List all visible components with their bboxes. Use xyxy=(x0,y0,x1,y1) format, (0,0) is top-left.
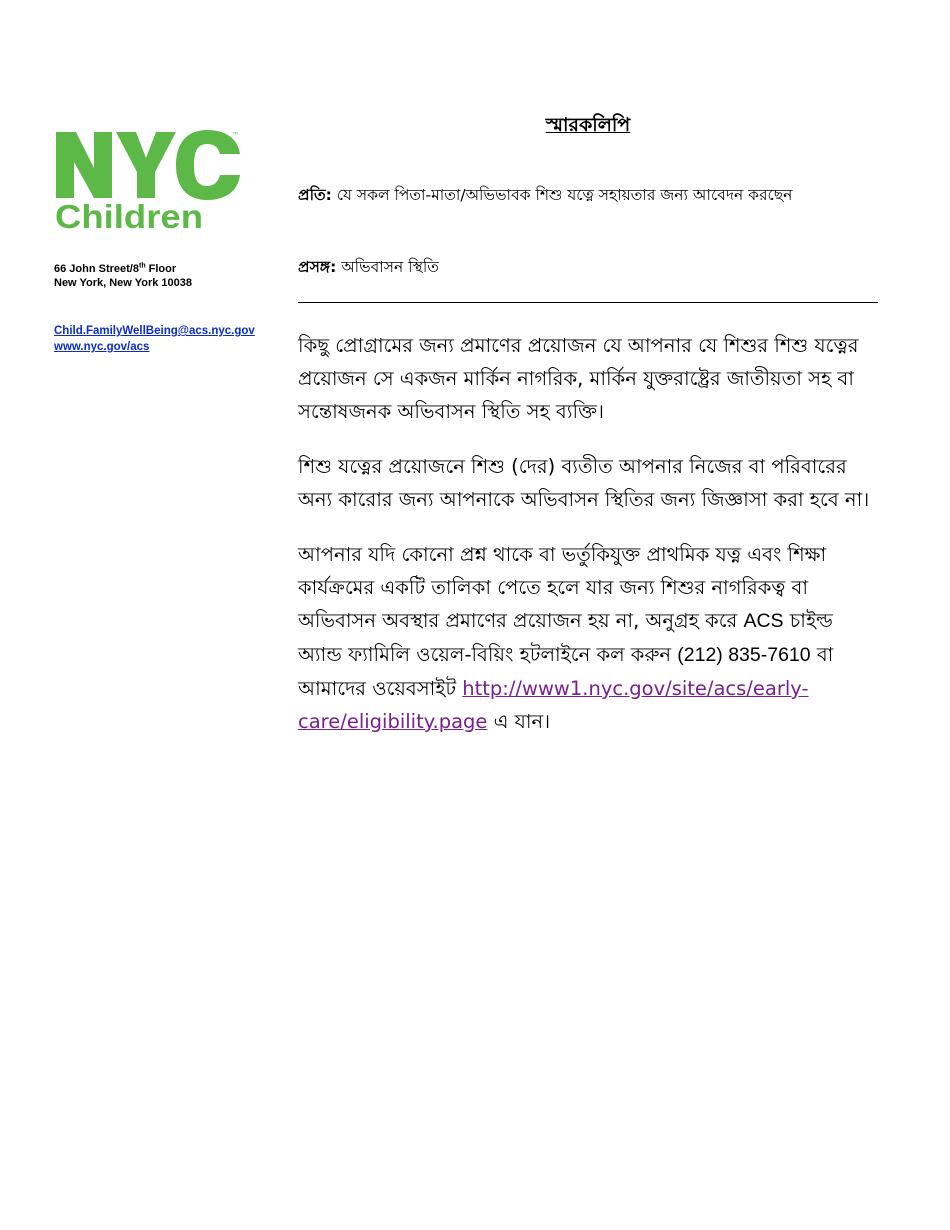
memo-subject-value: অভিবাসন স্থিতি xyxy=(336,258,439,276)
office-address xyxy=(54,262,284,290)
logo-subtitle: Children xyxy=(55,198,203,234)
address-floor: Floor xyxy=(145,263,177,275)
paragraph-no-family-inquiry: শিশু যত্নের প্রয়োজনে শিশু (দের) ব্যতীত আপনার নিজের বা পরিবারের অন্য কারোর জন্য আপনাকে অভিবাসন স্থিতির জন্য জিজ্ঞাসা করা হবে না। xyxy=(298,455,870,511)
website-link[interactable]: www.nyc.gov/acs xyxy=(54,341,150,353)
contact-text-end: এ যান। xyxy=(487,710,551,733)
address-street xyxy=(54,262,284,276)
memo-title: স্মারকলিপি xyxy=(545,114,631,136)
memo-to-label: প্রতি: xyxy=(298,186,332,204)
address-city: New York, New York 10038 xyxy=(54,277,192,289)
memo-subject-label: প্রসঙ্গ: xyxy=(298,258,337,276)
header-divider xyxy=(298,302,878,303)
nyc-children-logo xyxy=(54,128,244,234)
contact-links xyxy=(54,323,284,355)
hotline-phone-number: (212) 835-7610 xyxy=(677,644,811,666)
acs-abbreviation: ACS xyxy=(743,610,784,632)
contact-text-intro: আপনার যদি কোনো প্রশ্ন থাকে বা ভর্তুকিযুক্ত প্রাথমিক যত্ন এবং শিক্ষা কার্যক্রমের একটি তালিকা পেতে হলে যার জন্য শিশুর নাগরিকত্ব বা অভিবাসন অবস্থার প্রমাণের প্রয়োজন হয় না, অনুগ্রহ করে xyxy=(298,543,827,632)
logo-tm: ™ xyxy=(232,132,238,138)
paragraph-contact-info xyxy=(298,538,878,738)
logo-graphic xyxy=(54,128,244,234)
eligibility-page-link[interactable]: http://www1.nyc.gov/site/acs/early-care/eligibility.page xyxy=(298,677,809,733)
sidebar xyxy=(54,128,284,355)
memo-subject-row xyxy=(298,256,878,278)
memo-to-value: যে সকল পিতা-মাতা/অভিভাবক শিশু যত্নে সহায়তার জন্য আবেদন করছেন xyxy=(331,186,793,204)
memo-to-row xyxy=(298,184,878,206)
contact-text-hotline: চাইল্ড অ্যান্ড ফ্যামিলি ওয়েল-বিয়িং হটলাইনে কল করুন xyxy=(298,609,833,666)
address-ordinal-suffix: th xyxy=(138,262,146,270)
memo-body xyxy=(298,108,878,738)
email-link[interactable]: Child.FamilyWellBeing@acs.nyc.gov xyxy=(54,325,255,337)
paragraph-proof-requirement: কিছু প্রোগ্রামের জন্য প্রমাণের প্রয়োজন যে আপনার যে শিশুর শিশু যত্নের প্রয়োজন সে একজন মার্কিন নাগরিক, মার্কিন যুক্তরাষ্ট্রের জাতীয়তা সহ বা সন্তোষজনক অভিবাসন স্থিতি সহ ব্যক্তি। xyxy=(298,334,859,423)
address-street-number: 66 John Street/8 xyxy=(54,263,139,275)
contact-text-website: বা আমাদের ওয়েবসাইট xyxy=(298,643,834,700)
